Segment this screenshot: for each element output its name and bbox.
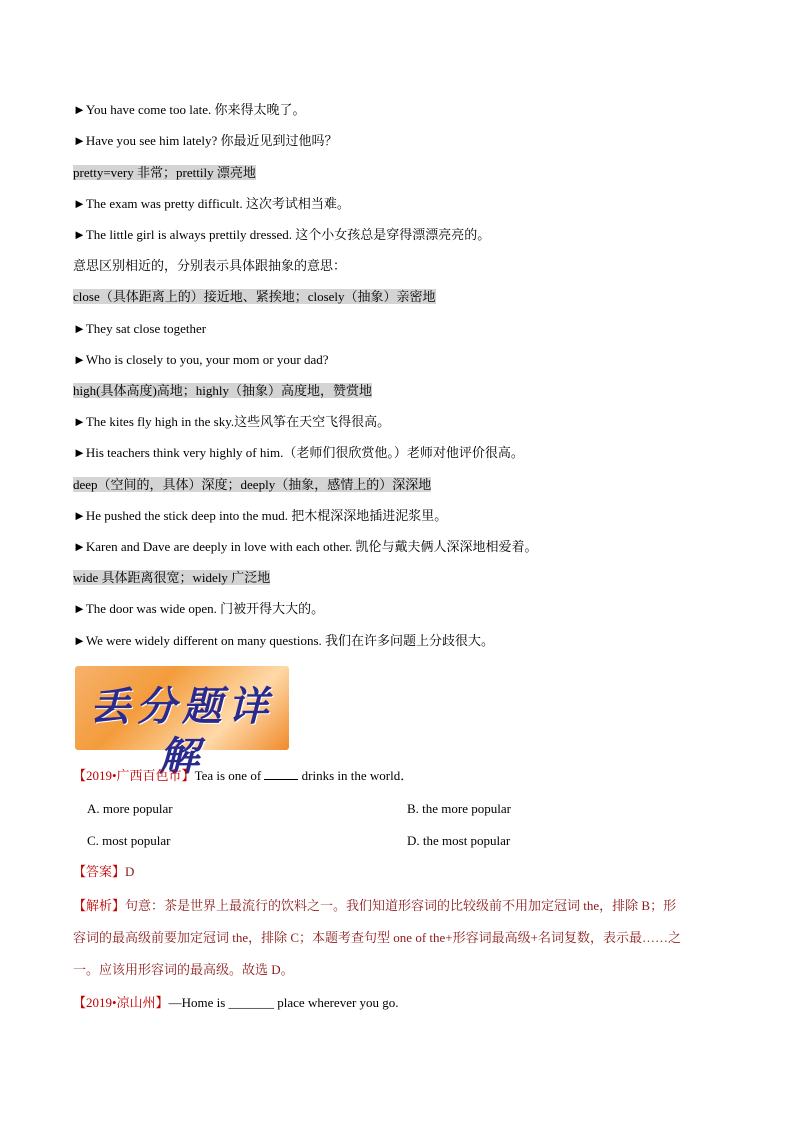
answer-value: D <box>125 864 135 879</box>
explanation-line: 意思区别相近的，分别表示具体跟抽象的意思： <box>73 258 347 273</box>
rule-line <box>73 569 270 587</box>
highlight-term: prettily <box>176 165 214 180</box>
example-line: ►Who is closely to you, your mom or your dad? <box>73 352 329 367</box>
highlight-term: wide <box>73 570 99 585</box>
question-source-tag: 【2019•凉山州】 <box>73 995 169 1010</box>
analysis-text: 句意：茶是世界上最流行的饮料之一。我们知道形容词的比较级前不用加定冠词 the，排除 B；形 <box>125 898 677 913</box>
question-text-before: Tea is one of <box>194 768 265 783</box>
example-line: ►Have you see him lately? 你最近见到过他吗？ <box>73 133 338 148</box>
example-line: ►They sat close together <box>73 321 207 336</box>
question-text-before: —Home is <box>168 995 229 1010</box>
rule-line <box>73 164 256 182</box>
question-text-after: place wherever you go. <box>274 995 399 1010</box>
highlight-rule: close（具体距离上的）接近地、紧挨地；closely（抽象）亲密地 <box>73 289 436 304</box>
example-line: ►The kites fly high in the sky.这些风筝在天空飞得很高。 <box>73 414 391 429</box>
example-line: ►Karen and Dave are deeply in love with each other. 凯伦与戴夫俩人深深地相爱着。 <box>73 539 538 554</box>
highlight-meaning: 漂亮地 <box>213 165 256 180</box>
option-d: D. the most popular <box>407 833 511 848</box>
highlight-meaning: 非常； <box>133 165 177 180</box>
rule-line <box>73 288 436 306</box>
analysis-line: 容词的最高级前要加定冠词 the，排除 C；本题考查句型 one of the+形容词最高级+名词复数，表示最……之 <box>73 930 681 945</box>
question-stem <box>73 767 413 785</box>
rule-line <box>73 476 431 494</box>
option-c: C. most popular <box>87 833 171 848</box>
option-a: A. more popular <box>87 801 173 816</box>
question-text-after: drinks in the world． <box>298 768 414 783</box>
option-b: B. the more popular <box>407 801 511 816</box>
analysis-line <box>73 897 676 915</box>
answer-blank <box>264 767 298 780</box>
answer-line <box>73 863 134 881</box>
highlight-meaning: 具体距离很宽； <box>98 570 193 585</box>
example-line: ►You have come too late. 你来得太晚了。 <box>73 102 306 117</box>
section-banner-title: 丢分题详解 <box>90 683 274 780</box>
analysis-tag: 【解析】 <box>73 898 126 913</box>
example-line: ►We were widely different on many questions. 我们在许多问题上分歧很大。 <box>73 633 495 648</box>
example-line: ►The little girl is always prettily dressed. 这个小女孩总是穿得漂漂亮亮的。 <box>73 227 491 242</box>
question-source-tag: 【2019•广西百色市】 <box>73 768 195 783</box>
rule-line <box>73 382 372 400</box>
highlight-term: widely <box>192 570 228 585</box>
answer-blank: _______ <box>228 995 275 1010</box>
example-line: ►His teachers think very highly of him.（老师们很欣赏他。）老师对他评价很高。 <box>73 445 524 460</box>
question-stem <box>73 994 399 1012</box>
highlight-term: pretty=very <box>73 165 134 180</box>
example-line: ►The exam was pretty difficult. 这次考试相当难。 <box>73 196 350 211</box>
highlight-meaning: 广泛地 <box>227 570 271 585</box>
analysis-line: 一。应该用形容词的最高级。故选 D。 <box>73 962 294 977</box>
answer-tag: 【答案】 <box>73 864 126 879</box>
example-line: ►He pushed the stick deep into the mud. 把木棍深深地插进泥浆里。 <box>73 508 448 523</box>
highlight-rule: high(具体高度)高地；highly（抽象）高度地，赞赏地 <box>73 383 372 398</box>
example-line: ►The door was wide open. 门被开得大大的。 <box>73 601 325 616</box>
highlight-rule: deep（空间的，具体）深度；deeply（抽象，感情上的）深深地 <box>73 477 432 492</box>
